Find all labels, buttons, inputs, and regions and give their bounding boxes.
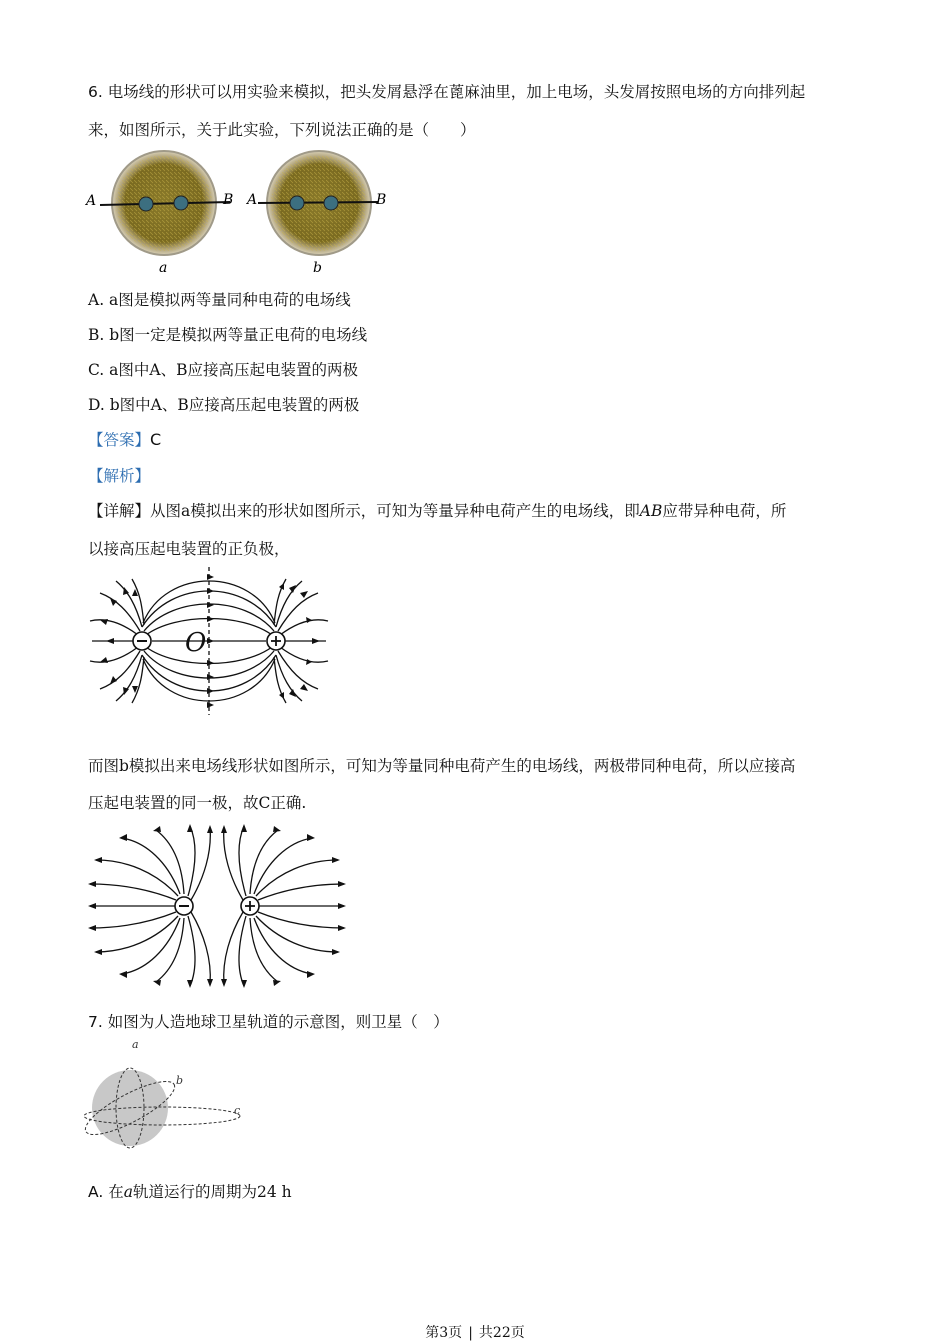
q7-option-a-italic: a [123, 1183, 133, 1201]
footer-separator: | [468, 1325, 473, 1341]
q7-option-a-prefix: A. [88, 1183, 104, 1201]
label-A-b: A [247, 192, 258, 208]
orbit-label-c: c [234, 1104, 241, 1117]
q6-number: 6. [88, 83, 103, 101]
detail-text1a: 从图a模拟出来的形状如图所示，可知为等量异种电荷产生的电场线，即 [150, 502, 640, 520]
like-charges-field-diagram [86, 822, 348, 990]
footer-page: 第3页 [425, 1325, 463, 1341]
q6-option-b: B. b图一定是模拟两等量正电荷的电场线 [88, 326, 368, 344]
caption-b: b [313, 260, 322, 276]
q6-option-a: A. a图是模拟两等量同种电荷的电场线 [88, 291, 351, 309]
q6-answer-line [88, 428, 161, 450]
q6-option-c: C. a图中A、B应接高压起电装置的两极 [88, 361, 358, 379]
q6-detail-line1 [88, 499, 786, 521]
answer-tag: 【答案】 [88, 431, 151, 449]
orbit-label-a: a [132, 1038, 139, 1051]
detail-tag: 【详解】 [88, 502, 151, 520]
q6-detail-line4: 压起电装置的同一极，故C正确. [88, 794, 307, 812]
q7-option-a [88, 1180, 292, 1202]
q7-stem-line [88, 1010, 449, 1032]
q6-option-d: D. b图中A、B应接高压起电装置的两极 [88, 396, 360, 414]
q7-number: 7. [88, 1013, 103, 1031]
opposite-charges-field-diagram [86, 565, 336, 717]
answer-value: C [150, 430, 162, 449]
footer-total: 共22页 [478, 1325, 525, 1341]
q7-option-a-text1: 在 [108, 1183, 124, 1201]
dish-a [100, 151, 230, 255]
q7-option-a-text2: 轨道运行的周期为24 h [132, 1183, 292, 1201]
q6-detail-line3: 而图b模拟出来电场线形状如图所示，可知为等量同种电荷产生的电场线，两极带同种电荷，所以应接高 [88, 757, 796, 775]
satellite-orbit-diagram [84, 1036, 249, 1154]
q6-photo-figure [82, 148, 402, 278]
q6-analysis-line [88, 464, 150, 486]
q7-stem-text: 如图为人造地球卫星轨道的示意图，则卫星（ ） [107, 1013, 449, 1031]
q6-stem-line2: 来，如图所示，关于此实验，下列说法正确的是（ ） [88, 121, 476, 139]
dish-b [258, 151, 378, 255]
detail-text1b: 应带异种电荷，所 [662, 502, 787, 520]
label-A-a: A [86, 193, 97, 209]
center-label-o: O [185, 628, 207, 658]
q6-stem-line1 [88, 80, 805, 102]
label-B-b: B [376, 192, 387, 208]
q6-stem-text1: 电场线的形状可以用实验来模拟，把头发屑悬浮在蓖麻油里，加上电场，头发屑按照电场的方向排列起 [107, 83, 806, 101]
label-B-a: B [223, 192, 234, 208]
caption-a: a [159, 260, 168, 276]
orbit-label-b: b [176, 1074, 184, 1087]
analysis-tag: 【解析】 [88, 467, 151, 485]
q6-detail-line2: 以接高压起电装置的正负极， [88, 540, 290, 558]
page-footer [0, 1322, 950, 1342]
detail-italic-ab: AB [639, 502, 663, 520]
